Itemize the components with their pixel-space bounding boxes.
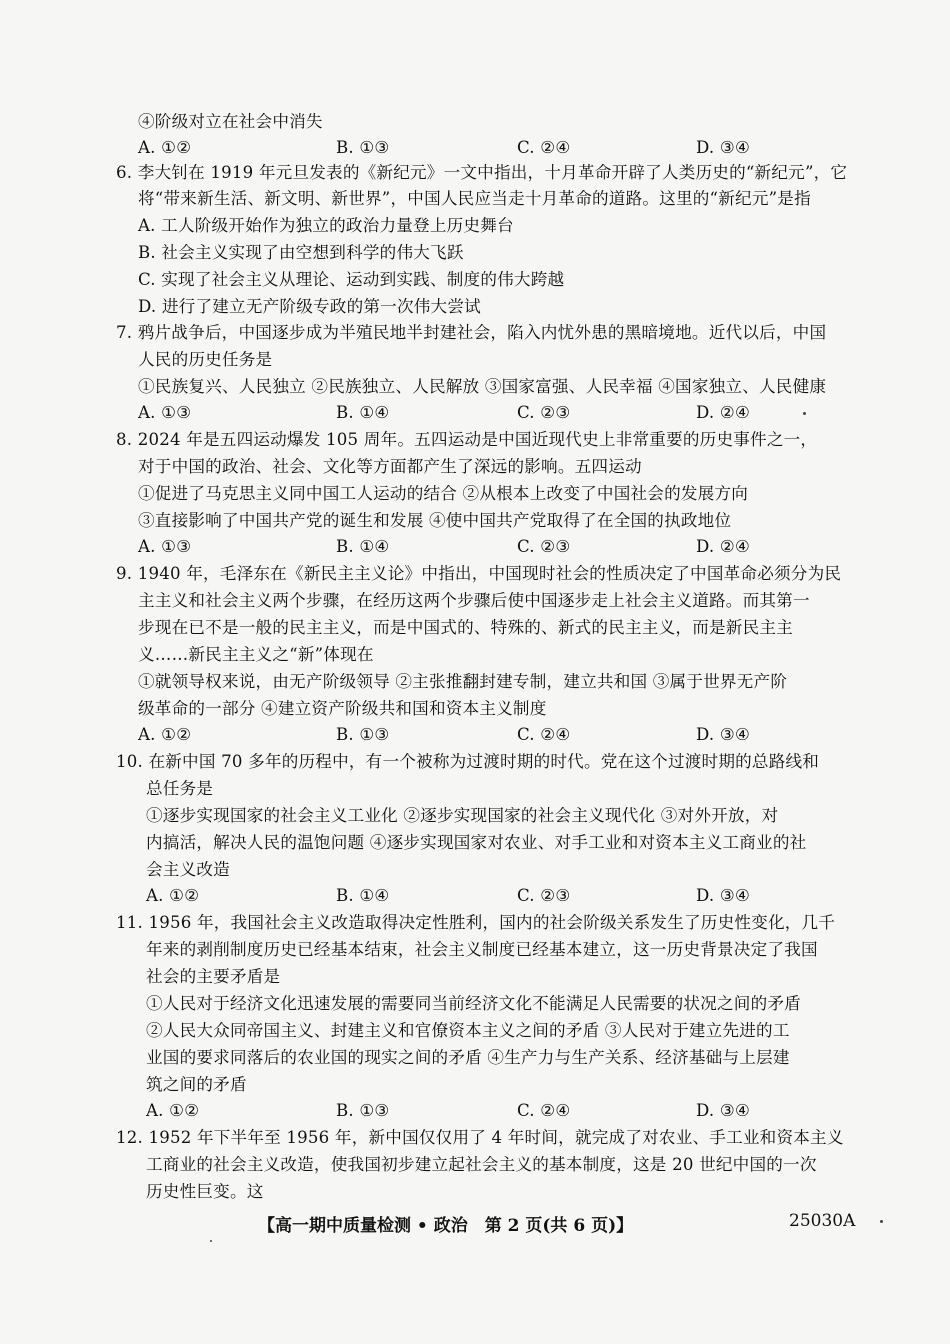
q6-choice-d: D. 进行了建立无产阶级专政的第一次伟大尝试	[138, 297, 481, 316]
q11-option-d: D. ③④	[696, 1101, 751, 1120]
q8-items-line-1: ①促进了马克思主义同中国工人运动的结合 ②从根本上改变了中国社会的发展方向	[138, 484, 749, 503]
q5-option-d: D. ③④	[696, 138, 751, 157]
q11-stem-line-2: 年来的剥削制度历史已经基本结束，社会主义制度已经基本建立，这一历史背景决定了我国	[146, 940, 818, 959]
q8-option-b: B. ①④	[336, 537, 390, 556]
q10-option-d: D. ③④	[696, 886, 751, 905]
q10-items-line-3: 会主义改造	[146, 860, 230, 879]
q10-items-line-2: 内搞活，解决人民的温饱问题 ④逐步实现国家对农业、对手工业和对资本主义工商业的社	[146, 833, 807, 852]
q7-stem-line-2: 人民的历史任务是	[138, 350, 273, 369]
q9-items-line-2: 级革命的一部分 ④建立资产阶级共和国和资本主义制度	[138, 699, 547, 718]
q11-items-line-3: 业国的要求同落后的农业国的现实之间的矛盾 ④生产力与生产关系、经济基础与上层建	[146, 1048, 790, 1067]
page-footer: 【高一期中质量检测 • 政治 第 2 页(共 6 页)】	[258, 1216, 634, 1236]
q11-option-a: A. ①②	[146, 1101, 200, 1120]
q10-stem-line-2: 总任务是	[146, 779, 214, 798]
q8-option-a: A. ①③	[138, 537, 192, 556]
q9-option-c: C. ②④	[517, 725, 571, 744]
q8-option-c: C. ②③	[517, 537, 571, 556]
q11-stem-line-3: 社会的主要矛盾是	[146, 967, 281, 986]
q12-stem-line-3: 历史性巨变。这	[146, 1182, 264, 1201]
q8-option-d: D. ②④	[696, 537, 751, 556]
q5-option-c: C. ②④	[517, 138, 571, 157]
q11-items-line-2: ②人民大众同帝国主义、封建主义和官僚资本主义之间的矛盾 ③人民对于建立先进的工	[146, 1021, 790, 1040]
scan-speck	[880, 1220, 883, 1223]
q9-stem-line-3: 步现在已不是一般的民主主义，而是中国式的、特殊的、新式的民主主义，而是新民主主	[138, 618, 793, 637]
q8-stem-line-1: 8. 2024 年是五四运动爆发 105 周年。五四运动是中国近现代史上非常重要的历史事件之一，	[116, 430, 818, 449]
q9-stem-line-4: 义……新民主主义之“新”体现在	[138, 645, 374, 664]
q6-choice-b: B. 社会主义实现了由空想到科学的伟大飞跃	[138, 243, 464, 262]
q7-items: ①民族复兴、人民独立 ②民族独立、人民解放 ③国家富强、人民幸福 ④国家独立、人民健康	[138, 377, 827, 396]
q11-items-line-1: ①人民对于经济文化迅速发展的需要同当前经济文化不能满足人民需要的状况之间的矛盾	[146, 994, 801, 1013]
q5-item4: ④阶级对立在社会中消失	[138, 112, 323, 131]
q6-choice-a: A. 工人阶级开始作为独立的政治力量登上历史舞台	[138, 216, 514, 235]
q7-option-d: D. ②④	[696, 403, 751, 422]
q12-stem-line-2: 工商业的社会主义改造，使我国初步建立起社会主义的基本制度，这是 20 世纪中国的一次	[146, 1155, 817, 1174]
q10-option-b: B. ①④	[336, 886, 390, 905]
q6-stem-line-1: 6. 李大钊在 1919 年元旦发表的《新纪元》一文中指出，十月革命开辟了人类历史的“新纪元”，它	[116, 163, 848, 182]
q8-items-line-2: ③直接影响了中国共产党的诞生和发展 ④使中国共产党取得了在全国的执政地位	[138, 511, 732, 530]
q10-stem-line-1: 10. 在新中国 70 多年的历程中，有一个被称为过渡时期的时代。党在这个过渡时期的总路线和	[116, 752, 820, 771]
q12-stem-line-1: 12. 1952 年下半年至 1956 年，新中国仅仅用了 4 年时间，就完成了对农业、手工业和资本主义	[116, 1128, 844, 1147]
q10-option-c: C. ②③	[517, 886, 571, 905]
q7-option-a: A. ①③	[138, 403, 192, 422]
q6-choice-c: C. 实现了社会主义从理论、运动到实践、制度的伟大跨越	[138, 270, 565, 289]
q8-stem-line-2: 对于中国的政治、社会、文化等方面都产生了深远的影响。五四运动	[138, 457, 642, 476]
q9-stem-line-2: 主主义和社会主义两个步骤，在经历这两个步骤后使中国逐步走上社会主义道路。而其第一	[138, 591, 810, 610]
q11-stem-line-1: 11. 1956 年，我国社会主义改造取得决定性胜利，国内的社会阶级关系发生了历史性变化，几千	[116, 913, 836, 932]
q9-option-d: D. ③④	[696, 725, 751, 744]
q5-option-b: B. ①③	[336, 138, 390, 157]
q10-items-line-1: ①逐步实现国家的社会主义工业化 ②逐步实现国家的社会主义现代化 ③对外开放，对	[146, 806, 779, 825]
scan-speck	[803, 412, 806, 415]
q10-option-a: A. ①②	[146, 886, 200, 905]
paper-code: 25030A	[789, 1211, 856, 1231]
q9-stem-line-1: 9. 1940 年，毛泽东在《新民主主义论》中指出，中国现时社会的性质决定了中国革命必须分为民	[116, 564, 842, 583]
q7-option-b: B. ①④	[336, 403, 390, 422]
q11-items-line-4: 筑之间的矛盾	[146, 1075, 247, 1094]
scan-speck	[210, 1240, 212, 1242]
q7-option-c: C. ②③	[517, 403, 571, 422]
q9-option-b: B. ①③	[336, 725, 390, 744]
q9-option-a: A. ①②	[138, 725, 192, 744]
q5-option-a: A. ①②	[138, 138, 192, 157]
q11-option-c: C. ②④	[517, 1101, 571, 1120]
q11-option-b: B. ①③	[336, 1101, 390, 1120]
q7-stem-line-1: 7. 鸦片战争后，中国逐步成为半殖民地半封建社会，陷入内忧外患的黑暗境地。近代以后，中国	[116, 323, 827, 342]
q6-stem-line-2: 将“带来新生活、新文明、新世界”，中国人民应当走十月革命的道路。这里的“新纪元”是指	[138, 189, 811, 208]
q9-items-line-1: ①就领导权来说，由无产阶级领导 ②主张推翻封建专制，建立共和国 ③属于世界无产阶	[138, 672, 788, 691]
